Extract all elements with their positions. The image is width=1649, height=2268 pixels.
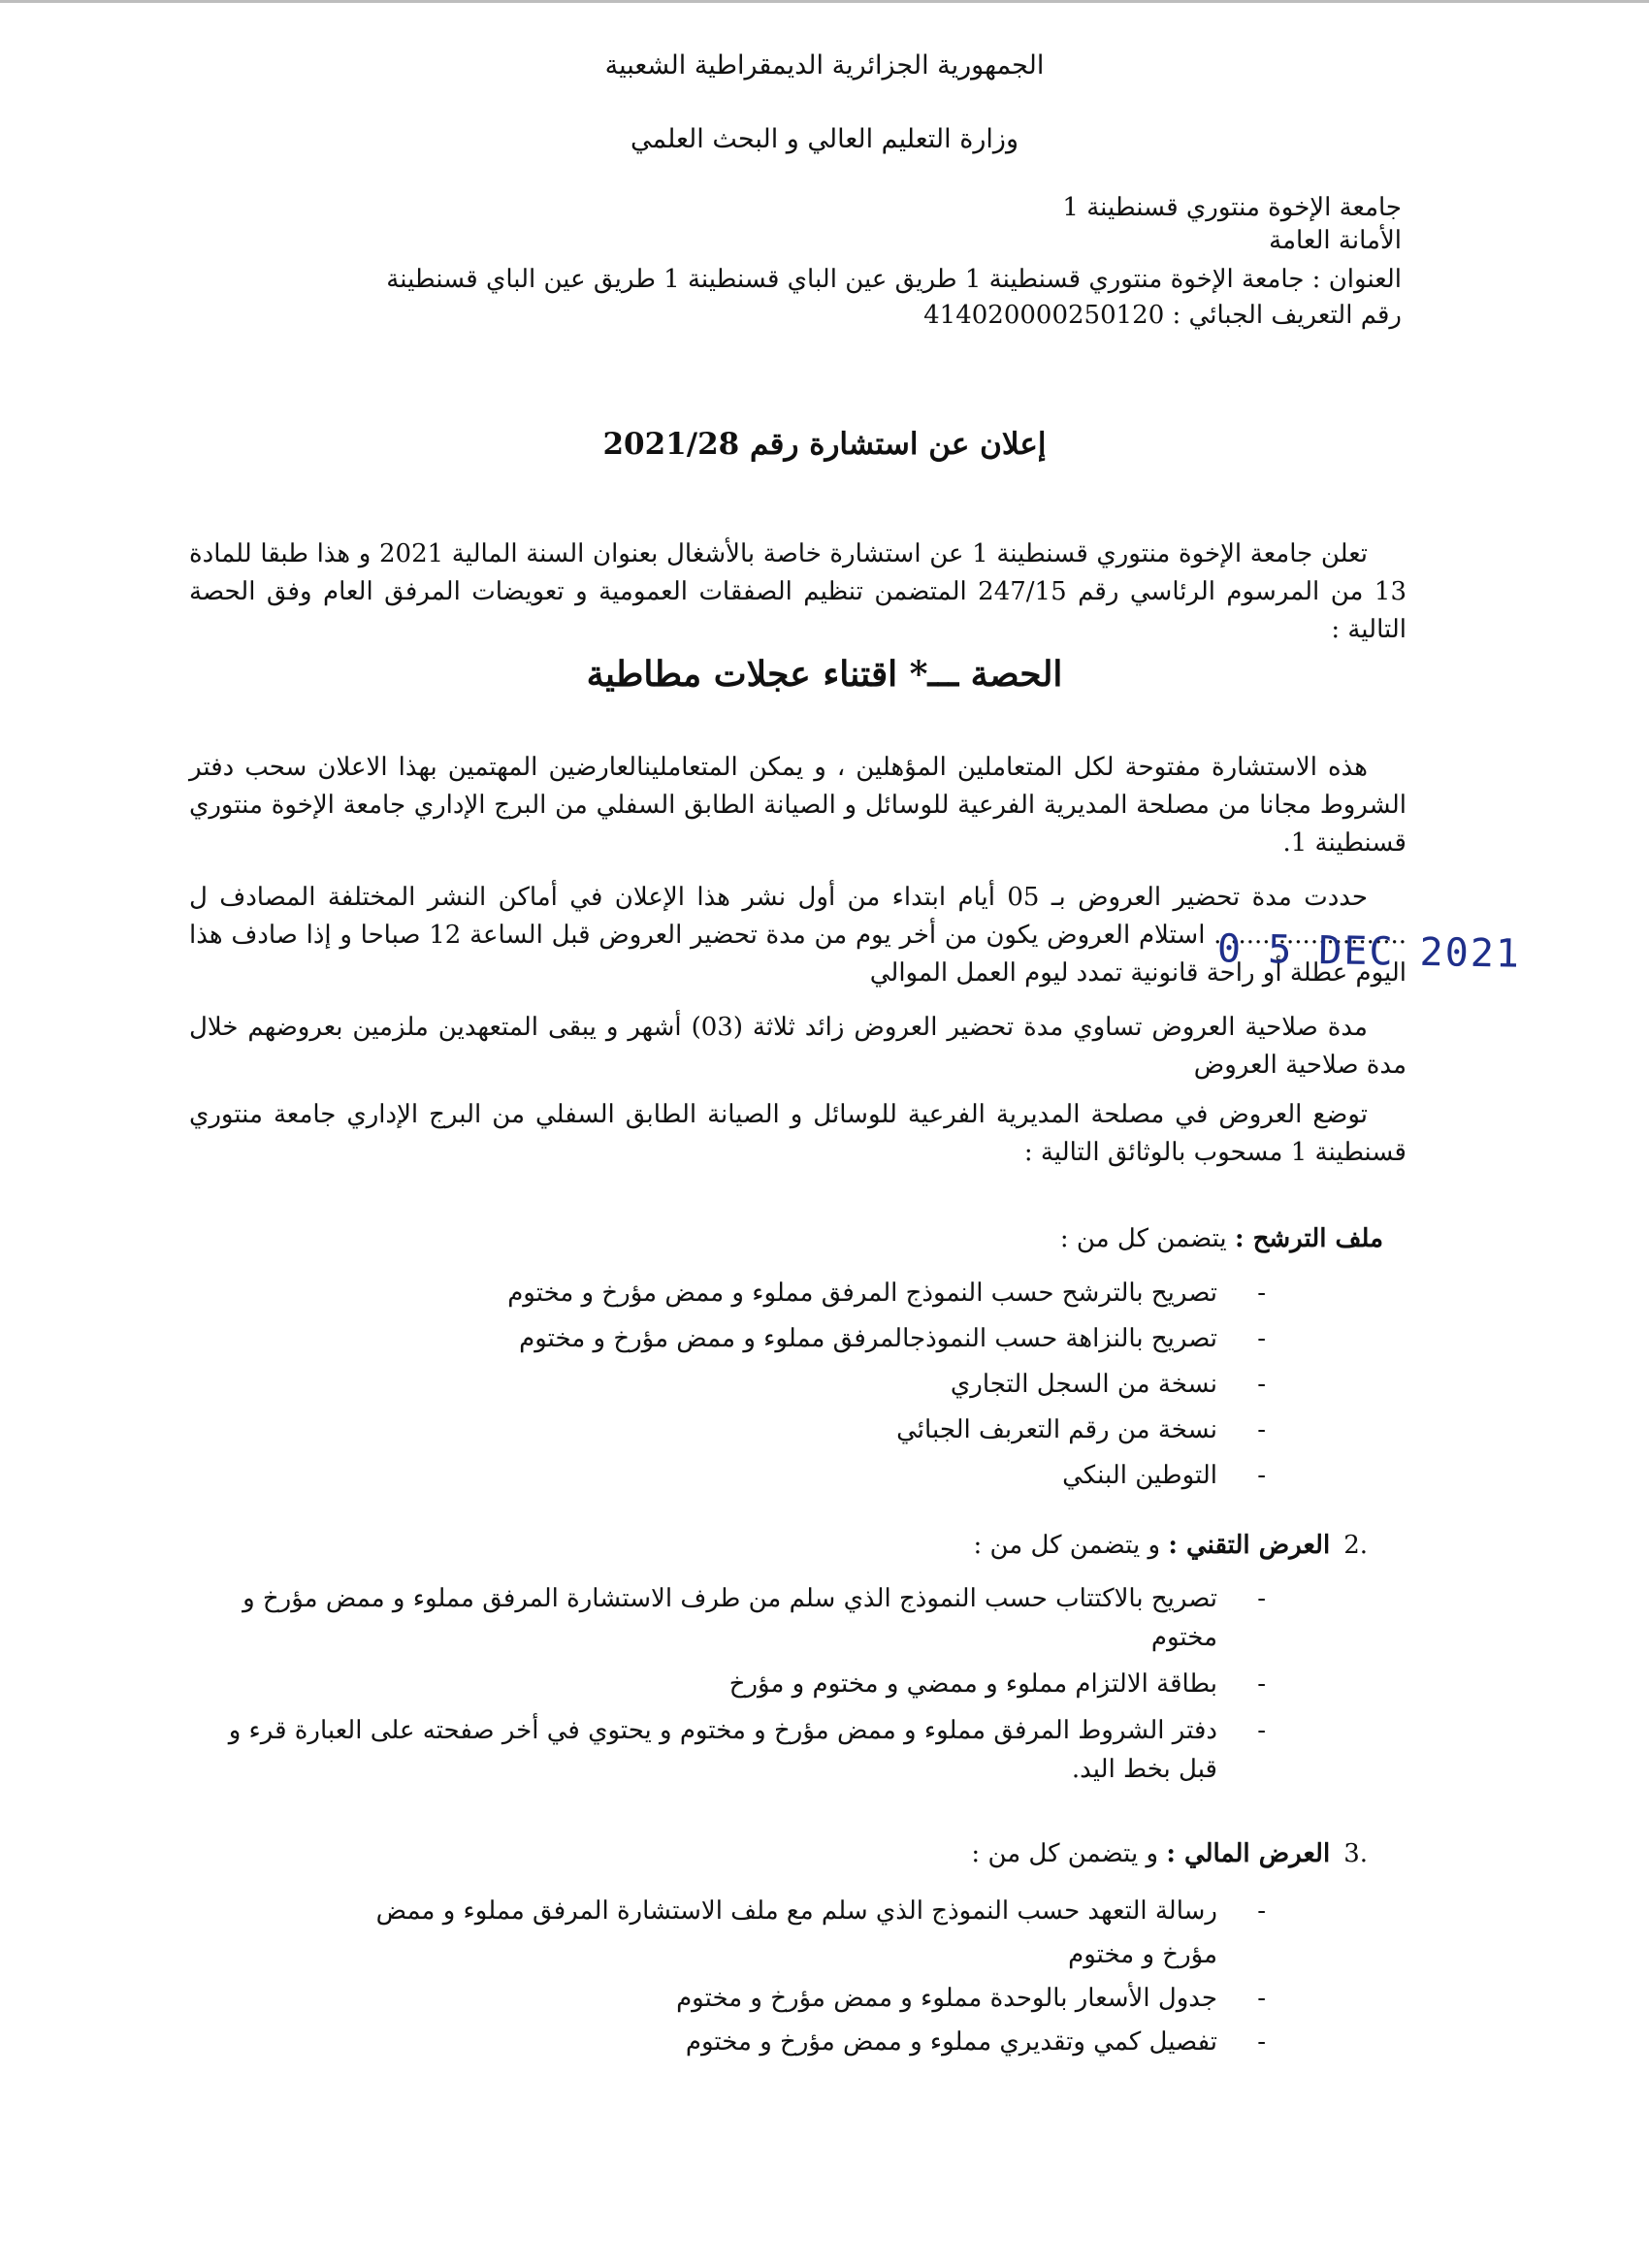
list-item: [199, 1579, 1266, 1657]
intro-paragraph: تعلن جامعة الإخوة منتوري قسنطينة 1 عن استشارة خاصة بالأشغال بعنوان السنة المالية 2021 و هذا طبقا للمادة 13 من المرسوم الرئاسي رقم 247/15 المتضمن تنظيم الصفقات العمومية و تعويضات المرفق العام وفق الحصة التالية :: [189, 539, 1406, 644]
financial-list: [373, 1890, 1266, 2064]
dash-bullet: -: [1257, 1584, 1266, 1613]
dash-bullet: -: [1257, 1669, 1266, 1699]
list-item-text: تصريح بالترشح حسب النموذج المرفق مملوء و ممض مؤرخ و مختوم: [507, 1279, 1217, 1308]
open-consultation-paragraph: هذه الاستشارة مفتوحة لكل المتعاملين المؤهلين ، و يمكن المتعاملينالعارضين المهتمين بهذا الاعلان سحب دفتر الشروط مجانا من مصلحة المديرية الفرعية للوسائل و الصيانة الطابق السفلي من البرج الإداري جامعة الإخوة منتوري قسنطينة 1.: [189, 753, 1406, 858]
tax-id-line: رقم التعريف الجبائي : 414020000250120: [923, 301, 1402, 330]
dash-bullet: -: [1257, 1415, 1266, 1444]
deposit-paragraph: توضع العروض في مصلحة المديرية الفرعية للوسائل و الصيانة الطابق السفلي من البرج الإداري جامعة منتوري قسنطينة 1 مسحوب بالوثائق التالية :: [189, 1100, 1406, 1167]
list-item: [373, 1316, 1266, 1362]
section-subtitle: يتضمن كل من :: [1059, 1224, 1227, 1253]
secretariat-label: الأمانة العامة: [1269, 226, 1402, 255]
section-title: العرض التقني :: [1168, 1531, 1331, 1560]
validity-paragraph: مدة صلاحية العروض تساوي مدة تحضير العروض زائد ثلاثة (03) أشهر و يبقى المتعهدين ملزمين بعروضهم خلال مدة صلاحية العروض: [189, 1013, 1406, 1080]
list-item-text: تصريح بالاكتتاب حسب النموذج الذي سلم من طرف الاستشارة المرفق مملوء و ممض مؤرخ و مختوم: [242, 1584, 1217, 1652]
lot-heading: الحصة ـــ* اقتناء عجلات مطاطية: [586, 654, 1063, 695]
date-stamp: 0 5 DEC 2021: [1216, 926, 1522, 977]
dash-bullet: -: [1257, 1461, 1266, 1490]
section-subtitle: و يتضمن كل من :: [971, 1839, 1159, 1868]
university-name: جامعة الإخوة منتوري قسنطينة 1: [1062, 193, 1402, 222]
list-item: [373, 1271, 1266, 1316]
dash-bullet: -: [1257, 1279, 1266, 1308]
dash-bullet: -: [1257, 2027, 1266, 2057]
list-item-text: جدول الأسعار بالوحدة مملوء و ممض مؤرخ و مختوم: [676, 1984, 1217, 2013]
list-item-text: التوطين البنكي: [1062, 1461, 1217, 1490]
section-financial-heading: [971, 1839, 1368, 1868]
section-candidature-heading: [1060, 1224, 1397, 1253]
list-item-text: نسخة من رقم التعربف الجبائي: [896, 1415, 1217, 1444]
list-item: [373, 2021, 1266, 2064]
list-item: [199, 1665, 1266, 1703]
address-line: العنوان : جامعة الإخوة منتوري قسنطينة 1 طريق عين الباي قسنطينة 1 طريق عين الباي قسنطينة: [386, 265, 1402, 294]
list-item-text: دفتر الشروط المرفق مملوء و ممض مؤرخ و مختوم و يحتوي في أخر صفحته على العبارة قرء و قبل بخط اليد.: [228, 1716, 1217, 1784]
section-title: ملف الترشح :: [1234, 1224, 1383, 1253]
list-item-text: تفصيل كمي وتقديري مملوء و ممض مؤرخ و مختوم: [685, 2027, 1217, 2057]
list-item-text: نسخة من السجل التجاري: [950, 1370, 1217, 1399]
dash-bullet: -: [1257, 1716, 1266, 1745]
section-subtitle: و يتضمن كل من :: [973, 1531, 1161, 1560]
duration-paragraph: حددت مدة تحضير العروض بـ 05 أيام ابتداء من أول نشر هذا الإعلان في أماكن النشر المختلفة المصادف ل ...................... . استلام العروض يكون من أخر يوم من مدة تحضير العروض قبل الساعة 12 صباحا و إذا صادف هذا اليوم عطلة أو راحة قانونية تمدد ليوم العمل الموالي: [189, 883, 1406, 988]
dash-bullet: -: [1257, 1370, 1266, 1399]
page-title: إعلان عن استشارة رقم 2021/28: [602, 427, 1047, 462]
list-item: [199, 1711, 1266, 1789]
dash-bullet: -: [1257, 1984, 1266, 2013]
section-number: .3: [1343, 1839, 1368, 1868]
list-item-text: بطاقة الالتزام مملوء و ممضي و مختوم و مؤرخ: [728, 1669, 1217, 1699]
list-item-text: تصريح بالنزاهة حسب النموذجالمرفق مملوء و ممض مؤرخ و مختوم: [519, 1324, 1217, 1353]
dash-bullet: -: [1257, 1896, 1266, 1926]
list-item: [373, 1890, 1266, 1977]
technical-list: [199, 1579, 1266, 1797]
republic-heading: الجمهورية الجزائرية الديمقراطية الشعبية: [604, 50, 1045, 81]
list-item: [373, 1977, 1266, 2021]
section-number: .2: [1343, 1531, 1368, 1560]
section-technical-heading: [973, 1531, 1368, 1560]
candidature-list: [373, 1271, 1266, 1499]
list-item: [373, 1362, 1266, 1408]
dash-bullet: -: [1257, 1324, 1266, 1353]
list-item: [373, 1453, 1266, 1499]
list-item: [373, 1408, 1266, 1453]
list-item-text: رسالة التعهد حسب النموذج الذي سلم مع ملف الاستشارة المرفق مملوء و ممض مؤرخ و مختوم: [375, 1896, 1217, 1969]
ministry-heading: وزارة التعليم العالي و البحث العلمي: [630, 124, 1018, 154]
section-title: العرض المالي :: [1166, 1839, 1331, 1868]
